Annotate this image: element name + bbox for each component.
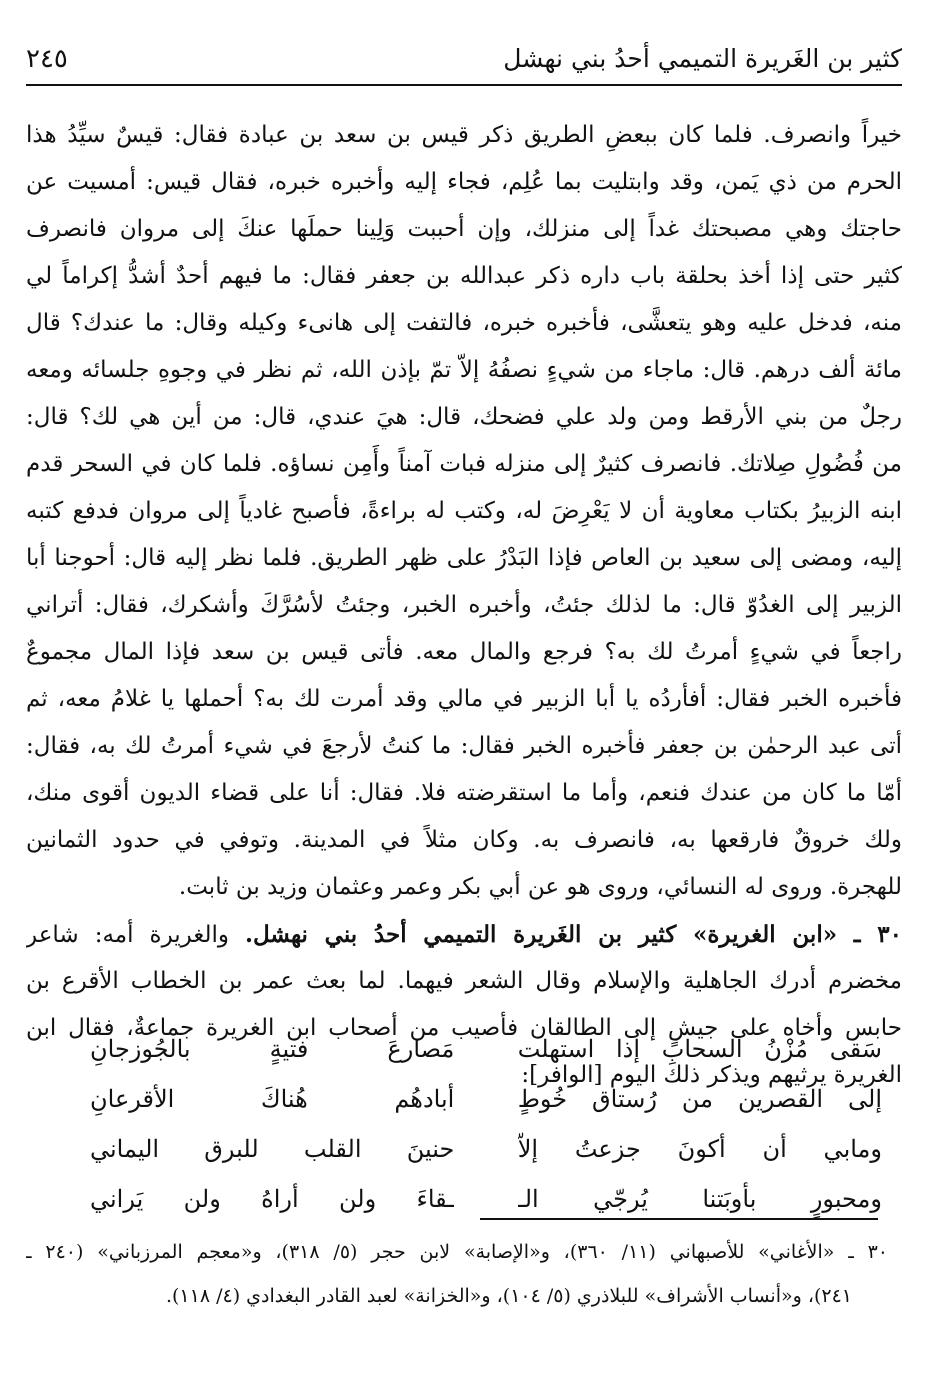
text-line: الغريرة يرثيهم ويذكر ذلك اليوم [الوافر]:	[521, 1062, 902, 1088]
verse-first-hemistich: سَقى مُزْنُ السحابِ إذا استهلت	[517, 1035, 882, 1063]
text-line: مخضرم أدرك الجاهلية والإسلام وقال الشعر فيهما. لما بعث عمر بن الخطاب الأقرع بن	[26, 968, 902, 994]
text-line: رجلٌ من بني الأرقط ومن ولد علي فضحك، قال: هيَ عندي، قال: من أين هي لك؟ قال:	[26, 404, 902, 430]
footnote-line: ٣٠ ـ «الأغاني» للأصبهاني (١١/ ٣٦٠)، و«الإصابة» لابن حجر (٥/ ٣١٨)، و«معجم المرزباني» (٢٤٠ ـ	[26, 1241, 888, 1263]
running-head: كثير بن الغَريرة التميمي أحدُ بني نهشل	[503, 44, 902, 73]
main-text	[26, 112, 902, 1099]
footnote-divider	[480, 1218, 878, 1220]
text-line: الزبير إلى الغدُوّ قال: ما لذلك جئتُ، وأخبره الخبر، وجئتُ لأسُرَّكَ وأشكرك، فقال: أتراني	[26, 592, 902, 618]
footnotes	[26, 1230, 888, 1318]
text-line: أمّا ما كان من عندك فنعم، وأما ما استقرضته فلا. فقال: أنا على قضاء الديون أقوى منك،	[26, 780, 902, 806]
text-line: أتى عبد الرحمٰن بن جعفر فأخبره الخبر فقال: ما كنتُ لأرجعَ في شيء أمرتُ لك به، فقال:	[26, 733, 902, 759]
page-number: ٢٤٥	[26, 44, 68, 74]
poem-verse	[90, 1024, 882, 1074]
text-line: من فُضُولِ صِلاتك. فانصرف كثيرٌ إلى منزله فبات آمناً وأَمِن نساؤه. فلما كان في السحر قدم	[26, 451, 902, 477]
verse-second-hemistich: ـقاءَ ولن أراهُ ولن يَراني	[90, 1185, 455, 1213]
footnote-line: ٢٤١)، و«أنساب الأشراف» للبلاذري (٥/ ١٠٤)، و«الخزانة» لعبد القادر البغدادي (٤/ ١١٨).	[165, 1285, 852, 1307]
text-line: حاجتك وهي مصبحتك غداً إلى منزلك، وإن أحببت وَلِينا حملَها عنكَ إلى مروان فانصرف	[26, 216, 902, 242]
text-line: ولك خروقٌ فارقعها به، فانصرف به. وكان مثلاً في المدينة. وتوفي في حدود الثمانين	[26, 827, 902, 853]
text-line: منه، فدخل عليه وهو يتعشَّى، فأخبره خبره، فالتفت إلى هانىء وكيله وقال: ما عندك؟ قال	[26, 310, 902, 336]
verse-second-hemistich: مَصارعَ فتيةٍ بالجُوزجانِ	[90, 1035, 455, 1063]
text-line: حابس وأخاه على جيشٍ إلى الطالقان فأصيب من أصحاب ابن الغريرة جماعةٌ، فقال ابن	[26, 1015, 902, 1041]
text-line: للهجرة. وروى له النسائي، وروى هو عن أبي بكر وعمر وعثمان وزيد بن ثابت.	[178, 874, 902, 900]
verse-first-hemistich: ومحبورٍ بأوبَتنا يُرجّي الـ	[517, 1185, 882, 1213]
page-header	[26, 36, 902, 86]
entry-30-first-line	[26, 911, 902, 958]
text-line: راجعاً في شيءٍ أمرتُ لك به؟ فرجع والمال معه. فأتى قيس بن سعد فإذا المال مجموعٌ	[26, 639, 902, 665]
text-line: مائة ألف درهم. قال: ماجاء من شيءٍ نصفُهُ إلاّ تمّ بإذن الله، ثم نظر في وجوهِ جلسائه ومعه	[26, 357, 902, 383]
entry-30-heading-rest: والغريرة أمه: شاعر	[26, 922, 245, 948]
poem-verse	[90, 1174, 882, 1224]
verse-first-hemistich: إلى القصرين من رُستاق خُوطٍ	[517, 1085, 882, 1113]
text-line: فأخبره الخبر فقال: أفأردُه يا أبا الزبير في مالي وقد أمرت لك به؟ أحملها يا غلامُ معه، ثم	[26, 686, 902, 712]
text-line: كثير حتى إذا أخذ بحلقة باب داره ذكر عبدالله بن جعفر فقال: ما فيهم أحدٌ أشدُّ إكراماً لي	[26, 263, 902, 289]
poem-verse	[90, 1124, 882, 1174]
text-line: ابنه الزبيرُ بكتاب معاوية أن لا يَعْرِضَ له، وكتب له براءةً، فأصبح غادياً إلى مروان فدفع كتبه	[26, 498, 902, 524]
entry-30-heading: ٣٠ ـ «ابن الغريرة» كثير بن الغَريرة التميمي أحدُ بني نهشل.	[245, 921, 902, 948]
text-line: إليه، ومضى إلى سعيد بن العاص فإذا البَدْرُ على ظهر الطريق. فلما نظر إليه قال: أحوجنا أبا	[26, 545, 902, 571]
verse-second-hemistich: حنينَ القلب للبرق اليماني	[90, 1135, 455, 1163]
poem-verse	[90, 1074, 882, 1124]
text-line: خيراً وانصرف. فلما كان ببعضِ الطريق ذكر قيس بن سعد بن عبادة فقال: قيسٌ سيِّدُ هذا	[26, 122, 902, 148]
verse-second-hemistich: أبادهُم هُناكَ الأقرعانِ	[90, 1085, 455, 1113]
text-line: الحرم من ذي يَمن، وقد وابتليت بما عُلِم، فجاء إليه وأخبره خبره، فقال قيس: أمسيت عن	[26, 169, 902, 195]
verse-first-hemistich: ومابي أن أكونَ جزعتُ إلاّ	[517, 1135, 882, 1163]
poem	[90, 1024, 882, 1224]
